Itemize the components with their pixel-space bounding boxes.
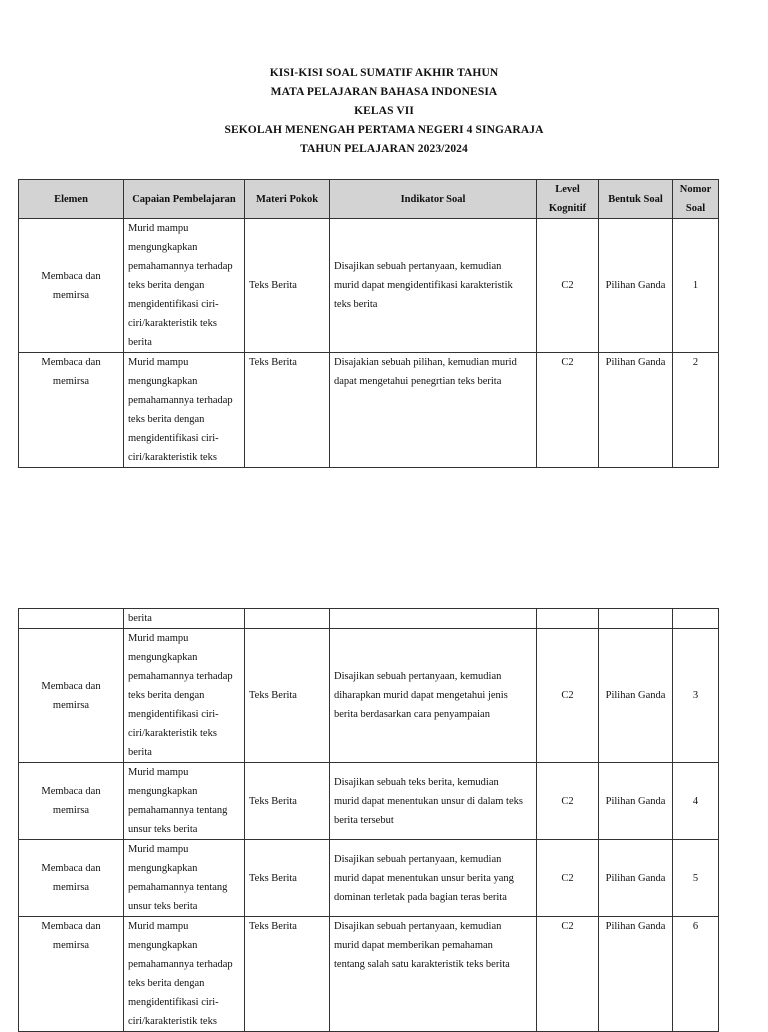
cell-materi: Teks Berita [245,629,330,763]
cell-level [537,609,599,629]
cell-capaian [124,840,245,917]
cell-nomor: 3 [673,629,719,763]
cell-level: C2 [537,763,599,840]
text-line: ciri/karakteristik teks [128,452,217,463]
text-line: murid dapat memberikan pemahaman [334,940,493,951]
header-indikator: Indikator Soal [330,180,537,219]
cell-indikator [330,840,537,917]
cell-materi: Teks Berita [245,917,330,1032]
text-line: teks berita [334,299,378,310]
header-level-line: Level [555,184,580,195]
title-line: TAHUN PELAJARAN 2023/2024 [300,143,468,155]
cell-nomor [673,609,719,629]
text-line: memirsa [52,376,90,387]
text-line: mengidentifikasi ciri- [128,709,219,720]
text-line: Membaca dan [41,270,101,282]
text-line: Murid mampu [128,921,189,932]
text-line: Murid mampu [128,767,189,778]
text-line: Disajakian sebuah pilihan, kemudian murid [334,357,517,368]
text-line: teks berita dengan [128,280,205,291]
cell-indikator [330,609,537,629]
header-bentuk: Bentuk Soal [599,180,673,219]
title-line: MATA PELAJARAN BAHASA INDONESIA [270,86,498,98]
cell-nomor: 6 [673,917,719,1032]
cell-indikator [330,353,537,468]
text-line: teks berita dengan [128,978,205,989]
text-line: diharapkan murid dapat mengetahui jenis [334,690,508,701]
table-row [19,763,719,840]
text-line: mengungkapkan [128,242,198,253]
text-line: mengidentifikasi ciri- [128,433,219,444]
cell-elemen [19,353,124,468]
cell-indikator [330,629,537,763]
text-line: tentang salah satu karakteristik teks berita [334,959,510,970]
header-nomor-line: Soal [685,203,706,214]
cell-bentuk: Pilihan Ganda [599,840,673,917]
title-line: SEKOLAH MENENGAH PERTAMA NEGERI 4 SINGARAJA [224,124,544,136]
cell-capaian [124,353,245,468]
cell-level: C2 [537,840,599,917]
cell-elemen [19,629,124,763]
text-line: mengungkapkan [128,940,198,951]
cell-level: C2 [537,629,599,763]
table-row [19,917,719,1032]
cell-indikator [330,917,537,1032]
text-line: pemahamannya terhadap [128,395,233,406]
text-line: Murid mampu [128,633,189,644]
kisi-kisi-table-page-2 [18,608,719,1032]
text-line: memirsa [52,289,90,301]
text-line: dominan terletak pada bagian teras berita [334,891,507,903]
cell-nomor: 1 [673,219,719,353]
header-materi: Materi Pokok [245,180,330,219]
text-line: Membaca dan [41,357,101,368]
cell-bentuk: Pilihan Ganda [599,219,673,353]
text-line: pemahamannya tentang [128,805,228,816]
text-line: berita berdasarkan cara penyampaian [334,709,490,720]
cell-materi [245,609,330,629]
cell-bentuk: Pilihan Ganda [599,629,673,763]
text-line: ciri/karakteristik teks [128,318,217,329]
cell-indikator [330,219,537,353]
cell-elemen [19,609,124,629]
header-level [537,180,599,219]
text-line: memirsa [52,882,90,893]
cell-elemen [19,840,124,917]
text-line: Murid mampu [128,223,189,234]
header-nomor [673,180,719,219]
text-line: mengungkapkan [128,786,198,797]
text-line: memirsa [52,805,90,816]
text-line: pemahamannya tentang [128,882,228,893]
text-line: pemahamannya terhadap [128,261,233,272]
text-line: berita tersebut [334,814,394,826]
text-line: Membaca dan [41,680,101,692]
text-line: Disajikan sebuah pertanyaan, kemudian [334,921,502,932]
cell-materi: Teks Berita [245,353,330,468]
text-line: mengidentifikasi ciri- [128,997,219,1008]
text-line: memirsa [52,940,90,951]
cell-nomor: 5 [673,840,719,917]
cell-materi: Teks Berita [245,763,330,840]
cell-bentuk: Pilihan Ganda [599,917,673,1032]
cell-nomor: 4 [673,763,719,840]
text-line: Membaca dan [41,863,101,874]
cell-capaian [124,917,245,1032]
text-line: Membaca dan [41,921,101,932]
header-elemen: Elemen [19,180,124,219]
header-nomor-line: Nomor [679,184,712,195]
text-line: Murid mampu [128,844,189,855]
cell-elemen [19,763,124,840]
document-title [0,64,768,159]
text-line: teks berita dengan [128,690,205,701]
text-line: pemahamannya terhadap [128,959,233,970]
text-line: mengungkapkan [128,863,198,874]
text-line: murid dapat menentukan unsur di dalam teks [334,795,523,807]
text-line: pemahamannya terhadap [128,671,233,682]
table-row [19,629,719,763]
text-line: berita [128,747,152,758]
cell-capaian: berita [124,609,245,629]
table-header-row [19,180,719,219]
title-line: KISI-KISI SOAL SUMATIF AKHIR TAHUN [269,67,499,79]
text-line: Disajikan sebuah pertanyaan, kemudian [334,671,502,682]
text-line: unsur teks berita [128,901,198,912]
cell-level: C2 [537,917,599,1032]
text-line: Murid mampu [128,357,189,368]
cell-materi: Teks Berita [245,840,330,917]
text-line: teks berita dengan [128,414,205,425]
header-level-line: Kognitif [548,203,587,214]
cell-bentuk [599,609,673,629]
text-line: unsur teks berita [128,824,198,835]
text-line: mengungkapkan [128,376,198,387]
text-line: ciri/karakteristik teks [128,1016,217,1027]
text-line: Disajikan sebuah pertanyaan, kemudian [334,853,502,865]
title-line: KELAS VII [354,105,414,117]
text-line: murid dapat menentukan unsur berita yang [334,872,514,884]
header-capaian: Capaian Pembelajaran [124,180,245,219]
cell-elemen [19,219,124,353]
text-line: dapat mengetahui penegrtian teks berita [334,376,502,387]
cell-capaian [124,629,245,763]
text-line: murid dapat mengidentifikasi karakteristik [334,280,513,291]
cell-capaian [124,219,245,353]
cell-capaian [124,763,245,840]
table-row-continuation [19,609,719,629]
cell-nomor: 2 [673,353,719,468]
text-line: mengungkapkan [128,652,198,663]
text-line: ciri/karakteristik teks [128,728,217,739]
text-line: mengidentifikasi ciri- [128,299,219,310]
cell-level: C2 [537,353,599,468]
text-line: Disajikan sebuah teks berita, kemudian [334,776,499,788]
text-line: Disajikan sebuah pertanyaan, kemudian [334,261,502,272]
cell-elemen [19,917,124,1032]
table-row [19,219,719,353]
table-row [19,353,719,468]
text-line: berita [128,337,152,348]
cell-bentuk: Pilihan Ganda [599,353,673,468]
text-line: Membaca dan [41,786,101,797]
cell-level: C2 [537,219,599,353]
cell-indikator [330,763,537,840]
cell-materi: Teks Berita [245,219,330,353]
text-line: memirsa [52,699,90,711]
cell-bentuk: Pilihan Ganda [599,763,673,840]
table-row [19,840,719,917]
kisi-kisi-table-page-1 [18,179,719,468]
